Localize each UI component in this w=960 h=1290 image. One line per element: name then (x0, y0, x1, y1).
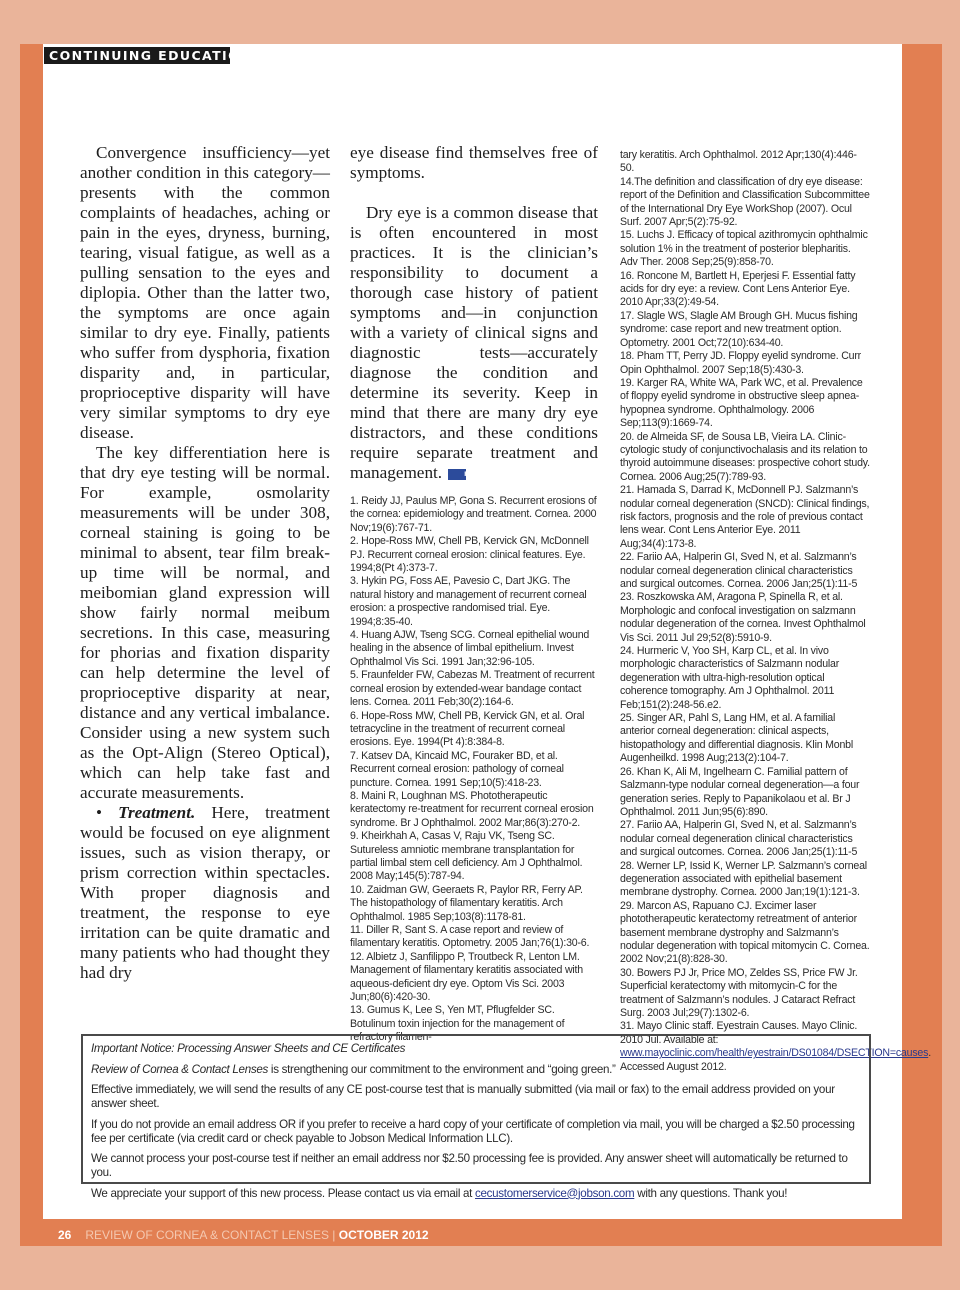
bottom-band (0, 1246, 960, 1290)
important-notice-box (81, 1034, 871, 1200)
reference-item: 11. Diller R, Sant S. A case report and review of filamentary keratitis. Optometry. 2005 Jan;76(1):30-6. (350, 924, 590, 950)
paragraph-differentiation: The key differentiation here is that dry eye testing will be normal. For example, osmolarity measurements will be under 308, corneal staining is going to be minimal to absent, tear film break-up time will be normal, and meibomian gland expression will show fairly normal meibum secretions. In this case, measuring for phorias and fixation disparity can help determine the level of proprioceptive disparity at near, distance and any vertical imbalance. Consider using a new system such as the Opt-Align (Stereo Optical), which can help take fast and accurate measurements. (80, 443, 330, 802)
left-outer-band (0, 0, 20, 1290)
section-tag: CONTINUING EDUCATION (44, 47, 230, 64)
reference-item: 17. Slagle WS, Slagle AM Brough GH. Mucus fishing syndrome: case report and new treatment option. Optometry. 2001 Oct;72(10):634-40. (620, 309, 858, 349)
reference-item: 5. Fraunfelder FW, Cabezas M. Treatment of recurrent corneal erosion by extended-wear bandage contact lens. Cornea. 2011 Feb;30(2):164-6. (350, 669, 595, 709)
page-footer (58, 1228, 429, 1242)
left-inner-band (20, 44, 43, 1219)
reference-item: 9. Kheirkhah A, Casas V, Raju VK, Tseng SC. Sutureless amniotic membrane transplantation for partial limbal stem cell deficiency. Am J Ophthalmol. 2008 May;145(5):787-94. (350, 830, 583, 883)
reference-item: 30. Bowers PJ Jr, Price MO, Zeldes SS, Price FW Jr. Superficial keratectomy with mitomycin-C for the treatment of Salzmann’s nodules. J Cataract Refract Surg. 2003 Jul;29(7):1302-6. (620, 966, 858, 1019)
reference-item: 23. Roszkowska AM, Aragona P, Spinella R, et al. Morphologic and confocal investigation on salzmann nodular degeneration of the cornea. Invest Ophthalmol Vis Sci. 2011 Jul 29;52(8):5910-9. (620, 591, 866, 644)
notice-line-contact: We appreciate your support of this new process. Please contact us via email at cecustomerservice@jobson.com with any questions. Thank you! (91, 1186, 788, 1200)
notice-title: Important Notice: Processing Answer Sheets and CE Certificates (91, 1042, 406, 1055)
paragraph-conclusion: Dry eye is a common disease that is often encountered in most practices. It is the clinician’s responsibility to document a thorough case history of patient symptoms and—in conjunction with a variety of clinical signs and diagnostic tests—accurately diagnose the condition and determine its severity. Keep in mind that there are many dry eye distractors, and these conditions require separate treatment and management. RCCL (350, 203, 598, 482)
reference-item: 29. Marcon AS, Rapuano CJ. Excimer laser phototherapeutic keratectomy retreatment of anterior basement membrane dystrophy and Salzmann’s nodular degeneration with topical mitomycin C. Cornea. 2002 Nov;21(8):828-30. (620, 899, 870, 966)
notice-line-fee: If you do not provide an email address OR if you prefer to receive a hard copy of your certificate of completion via mail, you will be charged a $2.50 processing fee per certificate (via credit card or check payable to Jobson Medical Information LLC). (91, 1117, 855, 1145)
reference-item: 6. Hope-Ross MW, Chell PB, Kervick GN, et al. Oral tetracycline in the treatment of recurrent corneal erosions. Eye. 1994(Pt 4):8:384-8. (350, 709, 585, 749)
right-inner-band (902, 44, 942, 1219)
top-band (0, 0, 960, 44)
reference-item: 4. Huang AJW, Tseng SCG. Corneal epithelial wound healing in the absence of limbal epithelium. Invest Ophthalmol Vis Sci. 1991 Jan;32:96-105. (350, 629, 590, 668)
column-1 (80, 143, 330, 983)
publication-title: REVIEW OF CORNEA & CONTACT LENSES | (85, 1228, 339, 1242)
paragraph-symptom-free: eye disease find themselves free of symptoms. (350, 143, 598, 182)
reference-list-1 (350, 495, 598, 1045)
bullet: • (96, 803, 119, 822)
reference-item: 22. Fariio AA, Halperin GI, Sved N, et al. Salzmann’s nodular corneal degeneration clinical characteristics and surgical outcomes. Cornea. 2006 Jan;25(1):11-5 (620, 551, 858, 590)
reference-item: 7. Katsev DA, Kincaid MC, Fouraker BD, et al. Recurrent corneal erosion: pathology of corneal puncture. Cornea. 1991 Sep;10(5):418-23. (350, 749, 564, 789)
reference-item: 25. Singer AR, Pahl S, Lang HM, et al. A familial anterior corneal degeneration: clinical aspects, histopathology and differential diagnosis. Klin Monbl Augenheilkd. 1998 Aug;213(2):104-7. (620, 712, 854, 765)
reference-item: 13. Gumus K, Lee S, Yen MT, Pflugfelder SC. Botulinum toxin injection for the management of refractory filamen- (350, 1004, 565, 1044)
issue-date: OCTOBER 2012 (338, 1228, 429, 1242)
page-number: 26 (58, 1228, 72, 1242)
column-2 (350, 143, 598, 1045)
reference-item: 26. Khan K, Ali M, Ingelhearn C. Familial pattern of Salzmann-type nodular corneal degeneration—a four generation series. Reply to Papanikolaou et al. Br J Ophthalmol. 2011 Jun;95(6):890. (620, 765, 860, 818)
reference-item: 2. Hope-Ross MW, Chell PB, Kervick GN, McDonnell PJ. Recurrent corneal erosion: clinical features. Eye. 1994;8(Pt 4):373-7. (350, 535, 589, 575)
reference-item: tary keratitis. Arch Ophthalmol. 2012 Apr;130(4):446-50. (620, 149, 857, 175)
reference-item: 24. Hurmeric V, Yoo SH, Karp CL, et al. In vivo morphologic characteristics of Salzmann nodular degeneration with ultra-high-resolution optical coherence tomography. Am J Ophthalmol. 2011 Feb;151(2):248-56.e2. (620, 645, 840, 711)
paragraph-treatment (80, 803, 330, 983)
column-2-body (350, 143, 598, 483)
reference-item: 1. Reidy JJ, Paulus MP, Gona S. Recurrent erosions of the cornea: epidemiology and treatment. Cornea. 2000 Nov;19(6):767-71. (350, 495, 597, 534)
notice-line-green: Review of Cornea & Contact Lenses is strengthening our commitment to the environment and “going green.” (91, 1062, 616, 1076)
mayo-clinic-link[interactable]: www.mayoclinic.com/health/eyestrain/DS01084/DSECTION=causes (620, 1047, 929, 1060)
right-outer-band (942, 0, 960, 1290)
reference-item: 3. Hykin PG, Foss AE, Pavesio C, Dart JKG. The natural history and management of recurrent corneal erosion: a prospective randomised trial. Eye. 1994;8:35-40. (350, 575, 587, 628)
customer-service-email-link[interactable]: cecustomerservice@jobson.com (475, 1186, 635, 1200)
reference-item: 28. Werner LP, Issid K, Werner LP. Salzmann’s corneal degeneration associated with epithelial basement membrane dystrophy. Cornea. 2000 Jan;19(1):121-3. (620, 859, 867, 899)
reference-item: 18. Pham TT, Perry JD. Floppy eyelid syndrome. Curr Opin Ophthalmol. 2007 Sep;18(5):430-3. (620, 350, 861, 376)
reference-item: 27. Fariio AA, Halperin GI, Sved N, et al. Salzmann’s nodular corneal degeneration clinical characteristics and surgical outcomes. Cornea. 2006 Jan;25(1):11-5 (620, 819, 858, 859)
column-3 (620, 149, 931, 1074)
reference-item: 19. Karger RA, White WA, Park WC, et al. Prevalence of floppy eyelid syndrome in obstructive sleep apnea-hypopnea syndrome. Ophthalmology. 2006 Sep;113(9):1669-74. (620, 376, 863, 430)
reference-item: 20. de Almeida SF, de Sousa LB, Vieira LA. Clinic-cytologic study of conjunctivochalasis and its relation to thyroid autoimmune diseases: prospective cohort study. Cornea. 2006 Aug;25(7):789-93. (620, 430, 870, 483)
reference-item: 21. Hamada S, Darrad K, McDonnell PJ. Salzmann’s nodular corneal degeneration (SNCD): Clinical findings, risk factors, prognosis and the role of previous contact lens wear. Cont Lens Anterior Eye. 2011 Aug;34(4):173-8. (620, 484, 870, 550)
treatment-heading: Treatment. (118, 803, 196, 822)
rccl-logo: RCCL (448, 469, 466, 480)
publication-name: Review of Cornea & Contact Lenses (91, 1062, 268, 1076)
reference-item: 10. Zaidman GW, Geeraets R, Paylor RR, Ferry AP. The histopathology of filamentary keratitis. Arch Ophthalmol. 1985 Sep;103(8):1178-81. (350, 883, 583, 923)
reference-item-31: 31. Mayo Clinic staff. Eyestrain Causes. Mayo Clinic. 2010 Jul. Available at: www.mayoclinic.com/health/eyestrain/DS01084/DSECTION=causes. Accessed August 2012. (620, 1020, 931, 1073)
notice-line-email-results: Effective immediately, we will send the results of any CE post-course test that is manually submitted (via mail or fax) to the email address provided on your answer sheet. (91, 1083, 835, 1110)
reference-item: 15. Luchs J. Efficacy of topical azithromycin ophthalmic solution 1% in the treatment of posterior blepharitis. Adv Ther. 2008 Sep;25(9):858-70. (620, 229, 868, 269)
treatment-text: Here, treatment would be focused on eye alignment issues, such as vision therapy, or prism correction within spectacles. With proper diagnosis and treatment, the response to eye irritation can be quite dramatic and many patients who had thought they had dry (80, 803, 330, 982)
reference-item: 16. Roncone M, Bartlett H, Eperjesi F. Essential fatty acids for dry eye: a review. Cont Lens Anterior Eye. 2010 Apr;33(2):49-54. (620, 269, 856, 309)
reference-item: 14.The definition and classification of dry eye disease: report of the Definition and Classification Subcommittee of the International Dry Eye WorkShop (2007). Ocul Surf. 2007 Apr;5(2):75-92. (620, 175, 870, 229)
notice-line-cannot-process: We cannot process your post-course test if neither an email address nor $2.50 processing fee is provided. Any answer sheet will automatically be returned to you. (91, 1152, 848, 1179)
reference-item: 12. Albietz J, Sanfilippo P, Troutbeck R, Lenton LM. Management of filamentary keratitis associated with aqueous-deficient dry eye. Optom Vis Sci. 2003 Jun;80(6):420-30. (350, 950, 583, 1004)
paragraph-convergence: Convergence insufficiency—yet another condition in this category—presents with the common complaints of headaches, aching or pain in the eyes, dryness, burning, tearing, visual fatigue, as well as a pulling sensation to the eyes and diplopia. Other than the latter two, the symptoms are once again similar to dry eye. Finally, patients who suffer from dysphoria, fixation disparity and, in particular, proprioceptive disparity will have very similar symptoms to dry eye disease. (80, 143, 330, 442)
reference-item: 8. Maini R, Loughnan MS. Phototherapeutic keratectomy re-treatment for recurrent corneal erosion syndrome. Br J Ophthalmol. 2002 Mar;86(3):270-2. (350, 789, 594, 829)
